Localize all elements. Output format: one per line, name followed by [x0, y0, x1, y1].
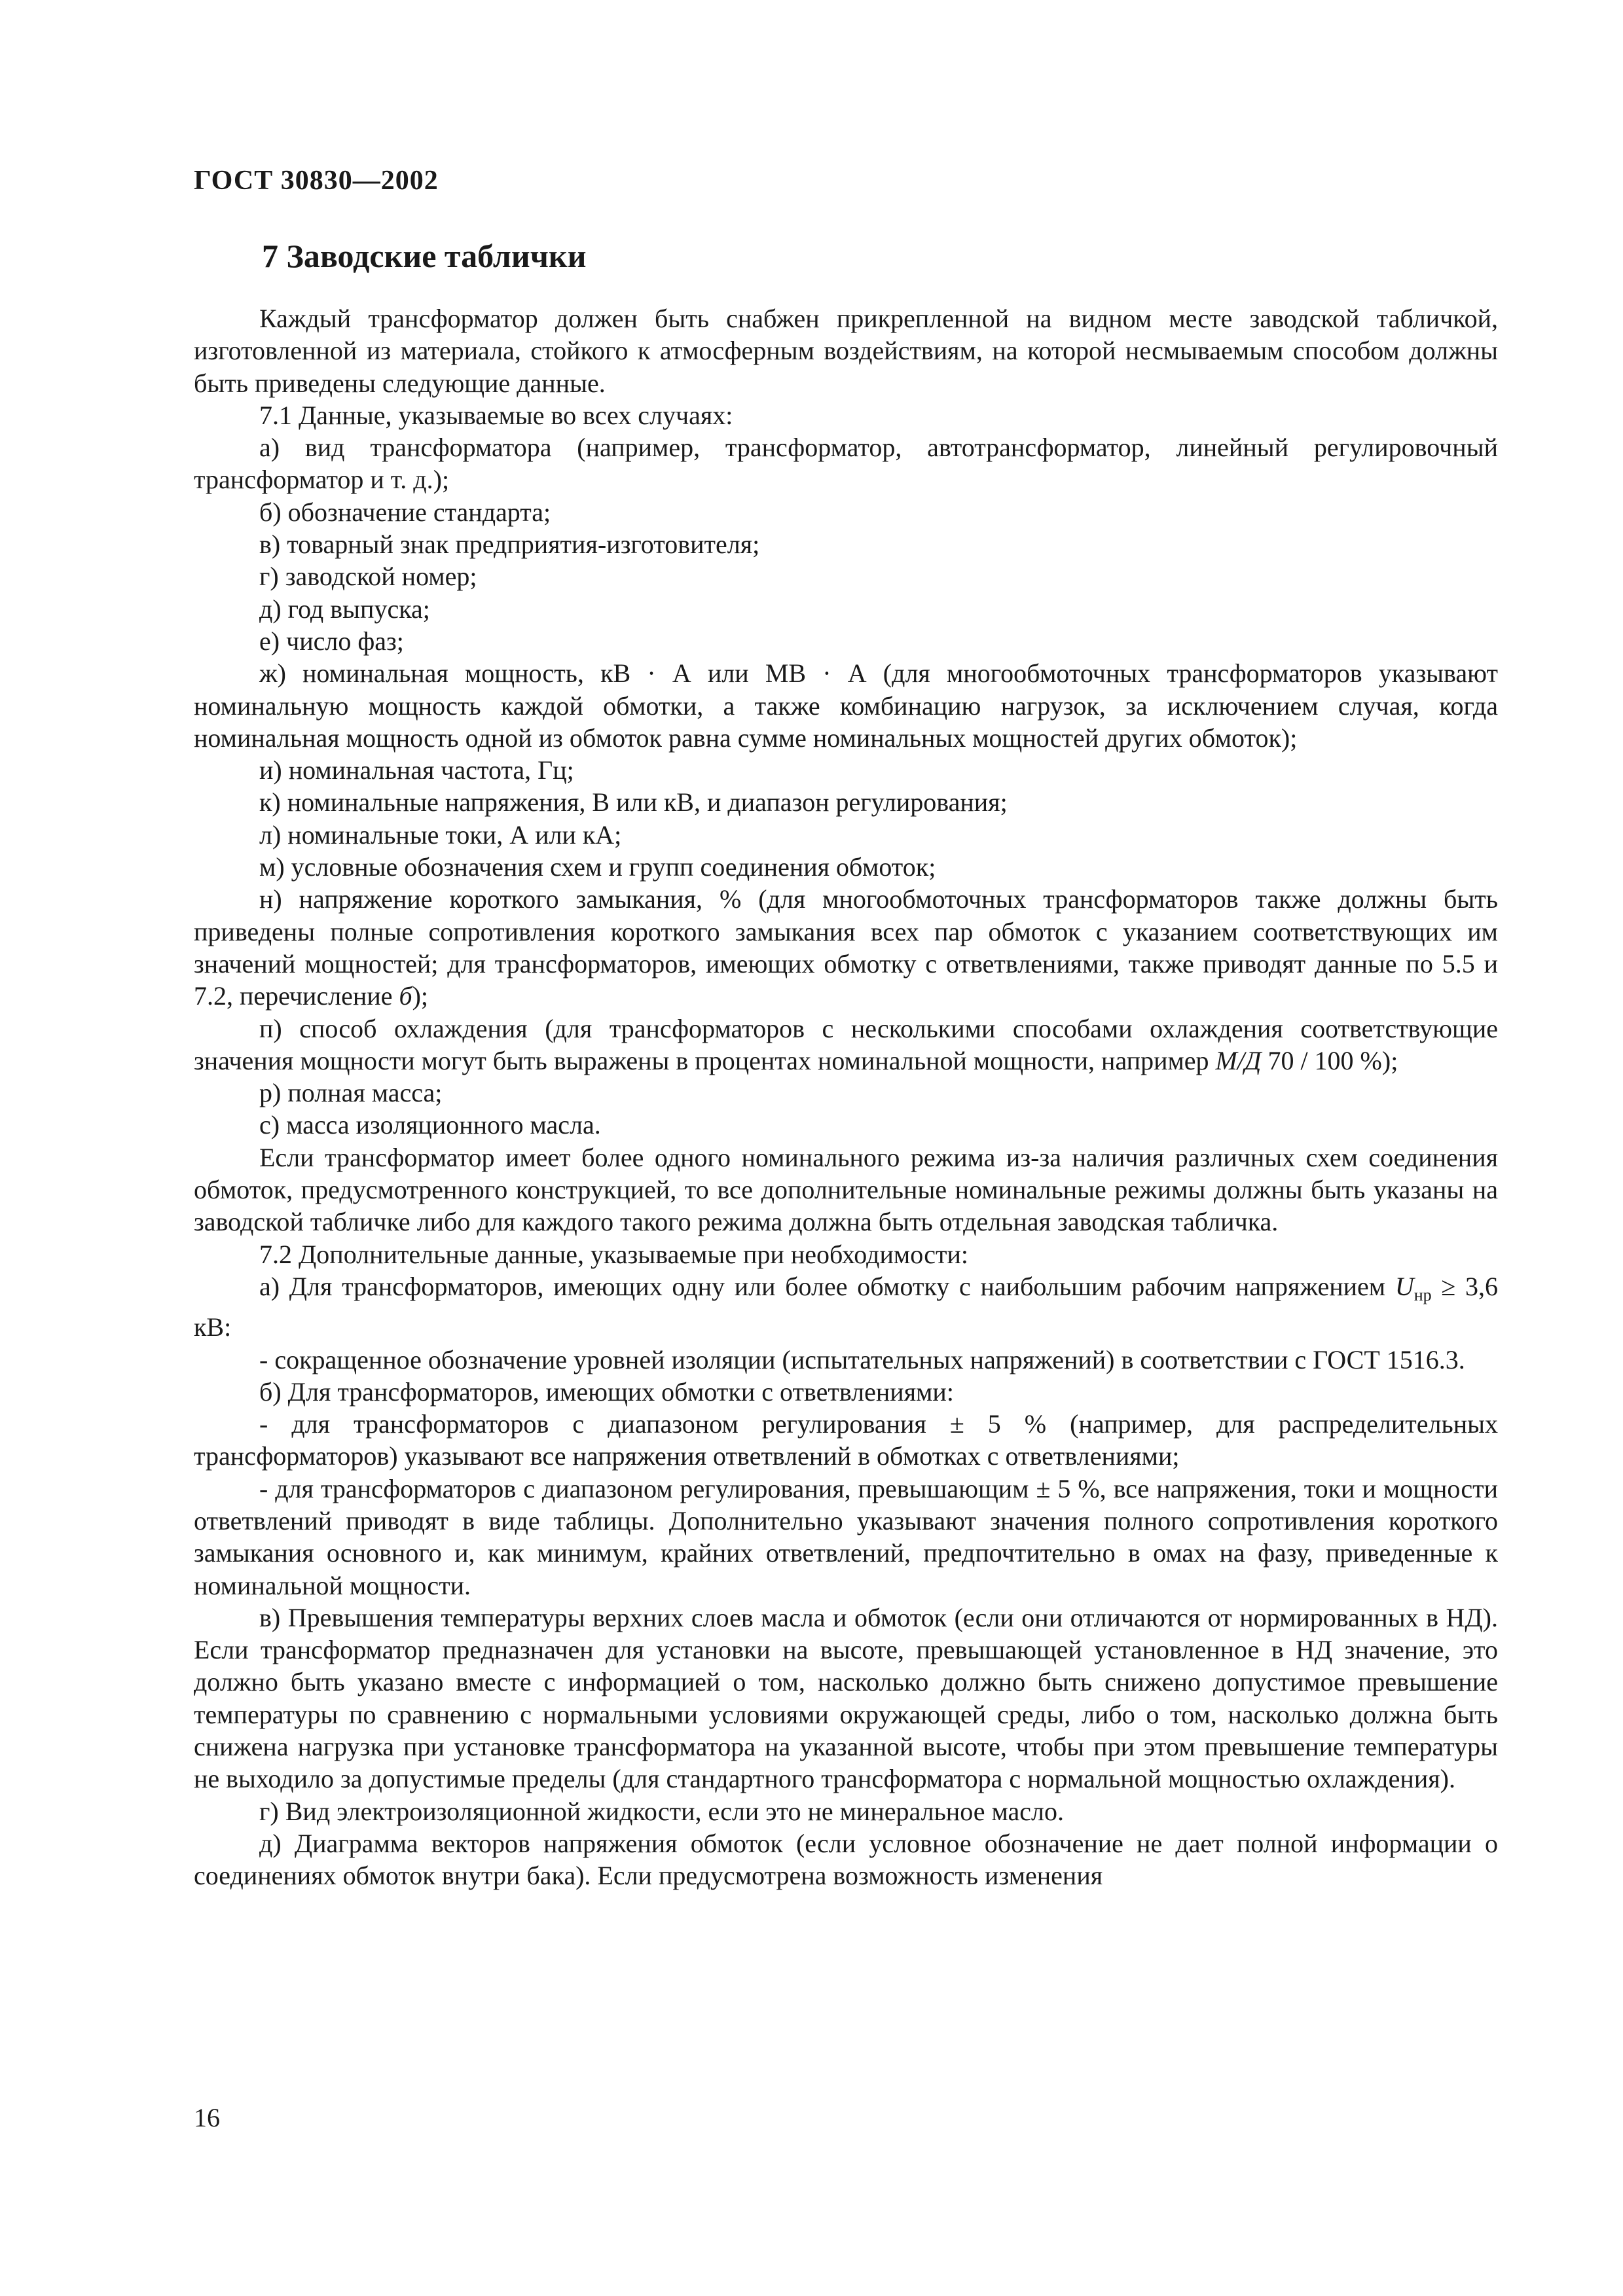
list-item-p-italic: М/Д	[1215, 1045, 1262, 1075]
list-item-a: а) вид трансформатора (например, трансформатор, автотрансформатор, линейный регулировочный трансформатор и т. д.);	[194, 433, 1498, 495]
list-item-p-end: 70 / 100 %);	[1261, 1045, 1398, 1075]
symbol-u: U	[1395, 1271, 1414, 1301]
paragraph-modes: Если трансформатор имеет более одного номинального режима из-за наличия различных схем соединения обмоток, предусмотренного конструкцией, то все дополнительные номинальные режимы должны быть указаны на заводской табличке либо для каждого такого режима должна быть отдельная заводская табличка.	[194, 1142, 1498, 1237]
list-item-k: к) номинальные напряжения, В или кВ, и диапазон регулирования;	[259, 787, 1008, 817]
paragraph-intro: Каждый трансформатор должен быть снабжен прикрепленной на видном месте заводской табличкой, изготовленной из материала, стойкого к атмосферным воздействиям, на которой несмываемым способом должны быть приведены следующие данные.	[194, 304, 1498, 398]
list-item-zh: ж) номинальная мощность, кВ · А или МВ · А (для многообмоточных трансформаторов указывают номинальную мощность каждой обмотки, а также комбинацию нагрузок, за исключением случая, когда номинальная мощность одной из обмоток равна сумме номинальных мощностей других обмоток);	[194, 658, 1498, 753]
list-item-s: с) масса изоляционного масла.	[259, 1110, 601, 1140]
list-item-n-italic: б	[399, 981, 412, 1011]
dash-item-insulation: - сокращенное обозначение уровней изоляции (испытательных напряжений) в соответствии с ГОСТ 1516.3.	[259, 1344, 1465, 1374]
list-item-g2: г) Вид электроизоляционной жидкости, если это не минеральное масло.	[259, 1796, 1064, 1826]
list-item-d: д) год выпуска;	[259, 594, 430, 624]
list-item-v: в) товарный знак предприятия-изготовителя;	[259, 529, 760, 560]
symbol-subscript: нр	[1413, 1285, 1432, 1304]
list-item-v2: в) Превышения температуры верхних слоев масла и обмоток (если они отличаются от нормированных в НД). Если трансформатор предназначен для установки на высоте, превышающей установленное в НД значение, это должно быть указано вместе с информацией о том, насколько должно быть снижено допустимое превышение температуры по сравнению с нормальными условиями окружающей среды, либо о том, насколько должна быть снижена нагрузка при установке трансформатора на указанной высоте, чтобы при этом превышение температуры не выходило за допустимые пределы (для стандартного трансформатора с нормальной мощностью охлаждения).	[194, 1602, 1498, 1794]
document-header: ГОСТ 30830—2002	[194, 166, 439, 196]
list-item-n-text: н) напряжение короткого замыкания, % (для многообмоточных трансформаторов также должны быть приведены полные сопротивления короткого замыкания всех пар обмоток с указанием соответствующих им значений мощностей; для трансформаторов, имеющих обмотку с ответвлениями, также приводят данные по 5.5 и 7.2, перечисление	[194, 884, 1498, 1011]
list-item-p-text: п) способ охлаждения (для трансформаторов с несколькими способами охлаждения соответствующие значения мощности могут быть выражены в процентах номинальной мощности, например	[194, 1013, 1498, 1075]
list-item-g: г) заводской номер;	[259, 562, 477, 592]
list-item-b2: б) Для трансформаторов, имеющих обмотки с ответвлениями:	[259, 1376, 954, 1407]
list-item-p	[194, 1013, 1498, 1077]
list-item-r: р) полная масса;	[259, 1078, 443, 1108]
list-item-d2: д) Диаграмма векторов напряжения обмоток (если условное обозначение не дает полной информации о соединениях обмоток внутри бака). Если предусмотрена возможность изменения	[194, 1828, 1498, 1891]
list-item-a2	[194, 1270, 1498, 1344]
list-item-a2-text: а) Для трансформаторов, имеющих одну или более обмотку с наибольшим рабочим напряжением	[259, 1271, 1395, 1301]
list-item-b: б) обозначение стандарта;	[259, 497, 551, 527]
page-number: 16	[194, 2103, 220, 2132]
paragraph-7-2: 7.2 Дополнительные данные, указываемые при необходимости:	[259, 1239, 968, 1269]
list-item-i: и) номинальная частота, Гц;	[259, 755, 574, 785]
dash-item-range-over-5: - для трансформаторов с диапазоном регулирования, превышающим ± 5 %, все напряжения, токи и мощности ответвлений приводят в виде таблицы. Дополнительно указывают значения полного сопротивления короткого замыкания основного и, как минимум, крайних ответвлений, предпочтительно в омах на фазу, приведенные к номинальной мощности.	[194, 1473, 1498, 1600]
paragraph-7-1: 7.1 Данные, указываемые во всех случаях:	[259, 400, 733, 430]
document-body	[194, 302, 1498, 1892]
list-item-a2-end: ≥ 3,6 кВ:	[194, 1271, 1498, 1342]
list-item-m: м) условные обозначения схем и групп соединения обмоток;	[259, 852, 936, 882]
section-title: 7 Заводские таблички	[262, 238, 587, 274]
list-item-n	[194, 883, 1498, 1012]
list-item-e: е) число фаз;	[259, 626, 404, 656]
list-item-l: л) номинальные токи, А или кА;	[259, 819, 622, 850]
list-item-n-end: );	[412, 981, 429, 1011]
dash-item-range-5: - для трансформаторов с диапазоном регулирования ± 5 % (например, для распределительных трансформаторов) указывают все напряжения ответвлений в обмотках с ответвлениями;	[194, 1409, 1498, 1471]
